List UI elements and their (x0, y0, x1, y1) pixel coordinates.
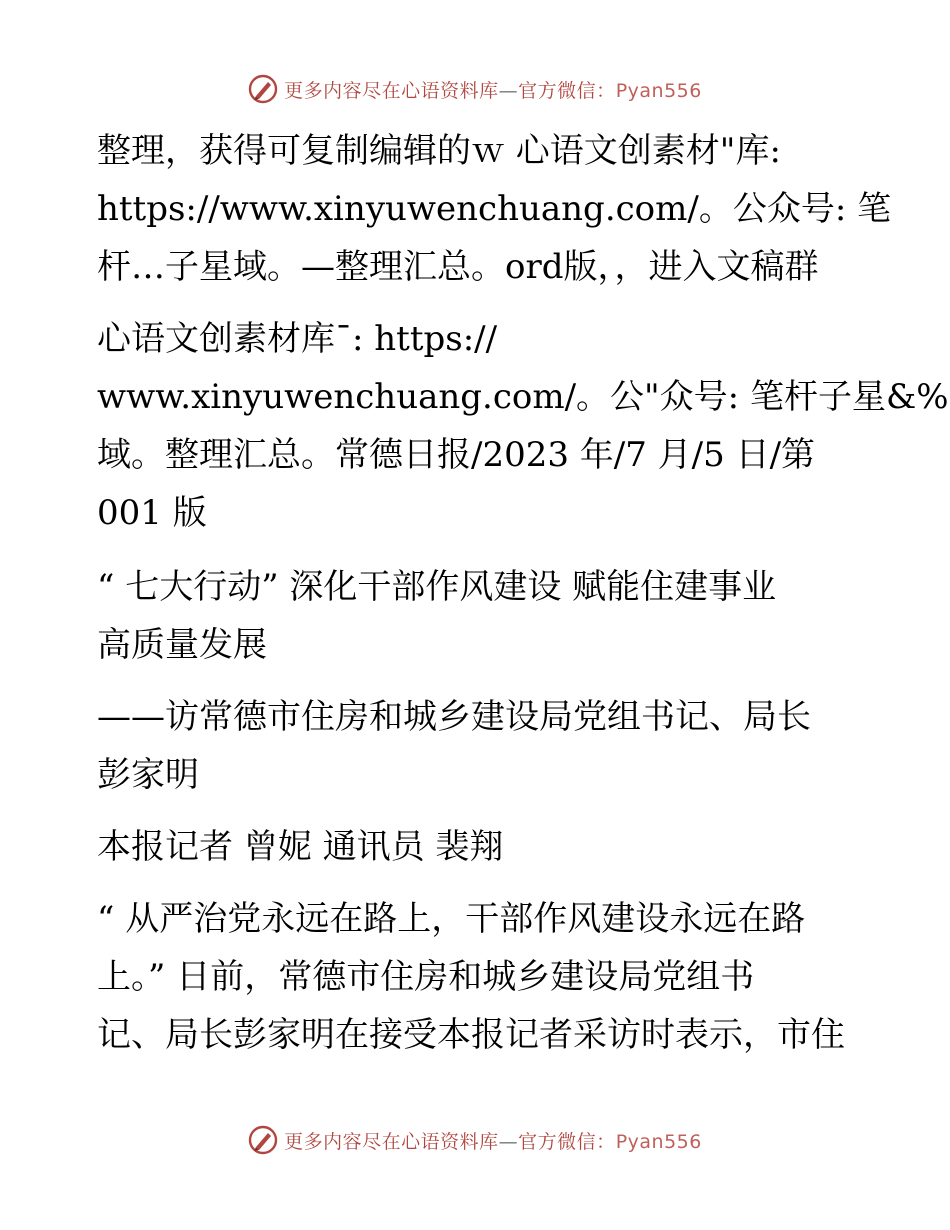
watermark-text (284, 1127, 702, 1154)
paragraph-gap (97, 804, 857, 818)
watermark-separator: — (498, 1130, 519, 1153)
article-body-paragraph (97, 890, 857, 1064)
article-byline (97, 818, 857, 876)
text-line: “ 从严治党永远在路上，干部作风建设永远在路 (97, 899, 806, 939)
paragraph-source-note-1 (97, 122, 892, 296)
watermark-official: 官方微信： (518, 1130, 616, 1153)
watermark-text (284, 76, 702, 103)
text-line: 记、局长彭家明在接受本报记者采访时表示，市住 (97, 1015, 845, 1055)
watermark-wechat-id: Pyan556 (615, 1130, 702, 1153)
header-watermark (0, 71, 950, 107)
text-line: 杆…子星域。—整理汇总。ord版，，进入文稿群 (97, 247, 819, 287)
text-line: 001 版 (97, 493, 207, 533)
article-subtitle (97, 688, 857, 804)
text-line: www.xinyuwenchuang.com/。公"众号: 笔杆子星&% (97, 377, 949, 417)
text-line: 彭家明 (97, 755, 199, 795)
text-line: 上。” 日前，常德市住房和城乡建设局党组书 (97, 957, 755, 997)
watermark-separator: — (498, 79, 519, 102)
text-line: “ 七大行动” 深化干部作风建设 赋能住建事业 (97, 567, 777, 607)
text-line: 高质量发展 (97, 625, 267, 665)
watermark-brand: 更多内容尽在心语资料库 (284, 1130, 499, 1153)
footer-watermark (0, 1122, 950, 1158)
document-body (97, 122, 949, 1064)
pen-logo-icon (248, 1125, 278, 1155)
watermark-official: 官方微信： (518, 79, 616, 102)
paragraph-source-note-2 (97, 310, 949, 542)
text-line: 心语文创素材库¯: https:// (97, 319, 498, 359)
text-line: 整理，获得可复制编辑的ｗ 心语文创素材"库: (97, 131, 781, 171)
watermark-brand: 更多内容尽在心语资料库 (284, 79, 499, 102)
text-line: https://www.xinyuwenchuang.com/。公众号: 笔 (97, 189, 892, 229)
paragraph-gap (97, 296, 857, 310)
paragraph-gap (97, 542, 857, 558)
paragraph-gap (97, 674, 857, 688)
text-line: 域。整理汇总。常德日报/2023 年/7 月/5 日/第 (97, 435, 816, 475)
pen-logo-icon (248, 74, 278, 104)
article-title (97, 558, 857, 674)
text-line: 本报记者 曾妮 通讯员 裴翔 (97, 827, 504, 867)
watermark-wechat-id: Pyan556 (615, 79, 702, 102)
paragraph-gap (97, 876, 857, 890)
text-line: ——访常德市住房和城乡建设局党组书记、局长 (97, 697, 811, 737)
